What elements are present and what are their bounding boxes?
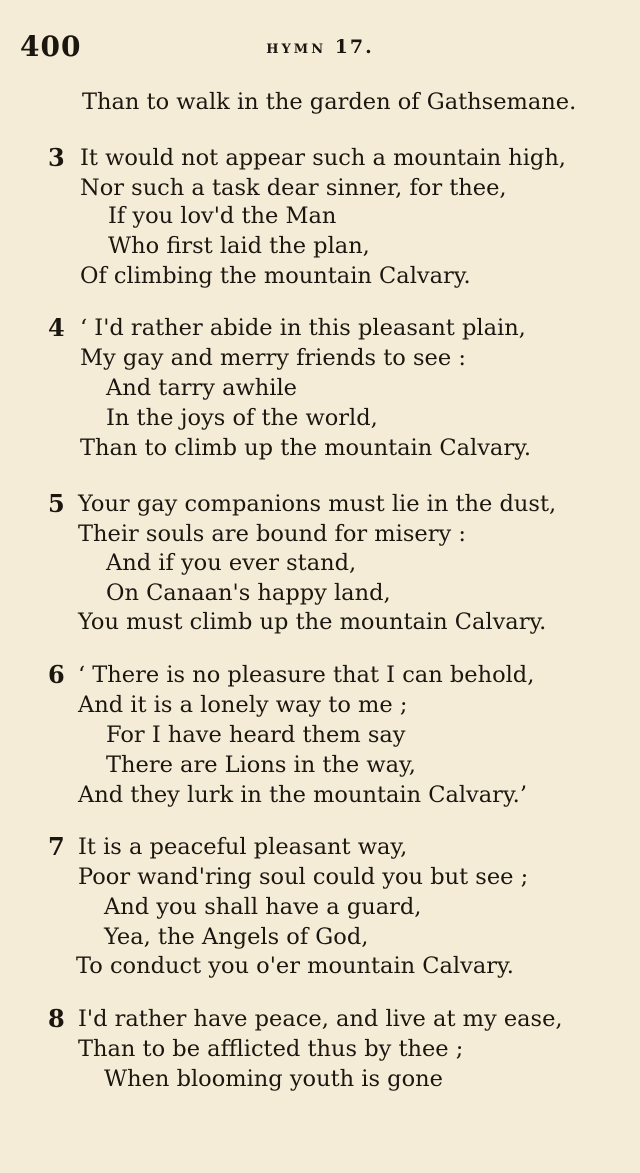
stanza-line: In the joys of the world, (106, 405, 378, 431)
stanza-line: Nor such a task dear sinner, for thee, (80, 175, 507, 201)
stanza-line: And they lurk in the mountain Calvary.’ (78, 782, 527, 808)
hymn-label: HYMN (266, 42, 327, 57)
stanza-line: And if you ever stand, (106, 550, 357, 576)
stanza-line: For I have heard them say (106, 722, 406, 748)
stanza-number: 8 (48, 1004, 65, 1033)
stanza-line: It is a peaceful pleasant way, (78, 834, 408, 860)
stanza-number: 5 (48, 489, 65, 518)
stanza-line: Than to climb up the mountain Calvary. (80, 435, 531, 461)
stanza-line: Your gay companions must lie in the dust, (78, 491, 557, 517)
stanza-line: Their souls are bound for misery : (78, 521, 466, 547)
stanza-line: Who first laid the plan, (108, 233, 370, 259)
stanza-line: Than to be afflicted thus by thee ; (78, 1036, 464, 1062)
stanza-line: My gay and merry friends to see : (80, 345, 466, 371)
stanza-number: 3 (48, 143, 65, 172)
stanza-number: 6 (48, 660, 65, 689)
stanza-line: Yea, the Angels of God, (104, 924, 369, 950)
stanza-line: When blooming youth is gone (104, 1066, 443, 1092)
stanza-number: 7 (48, 832, 65, 861)
hymn-number: 17. (334, 36, 374, 58)
stanza-line: It would not appear such a mountain high, (80, 145, 566, 171)
stanza-line: You must climb up the mountain Calvary. (78, 609, 547, 635)
stanza-line: I'd rather have peace, and live at my ease, (78, 1006, 563, 1032)
stanza-line: And it is a lonely way to me ; (78, 692, 408, 718)
stanza-line: Of climbing the mountain Calvary. (80, 263, 471, 289)
stanza-line: ‘ I'd rather abide in this pleasant plain, (80, 315, 526, 341)
stanza-line: There are Lions in the way, (106, 752, 416, 778)
stanza-line: On Canaan's happy land, (106, 580, 391, 606)
running-head (0, 36, 640, 58)
stanza-number: 4 (48, 313, 65, 342)
carryover-line: Than to walk in the garden of Gathsemane. (82, 89, 577, 115)
page-number: 400 (20, 30, 82, 63)
stanza-line: And you shall have a guard, (104, 894, 422, 920)
stanza-line: To conduct you o'er mountain Calvary. (76, 953, 514, 979)
stanza-line: ‘ There is no pleasure that I can behold, (78, 662, 535, 688)
stanza-line: Poor wand'ring soul could you but see ; (78, 864, 529, 890)
stanza-line: And tarry awhile (106, 375, 297, 401)
stanza-line: If you lov'd the Man (108, 203, 337, 229)
